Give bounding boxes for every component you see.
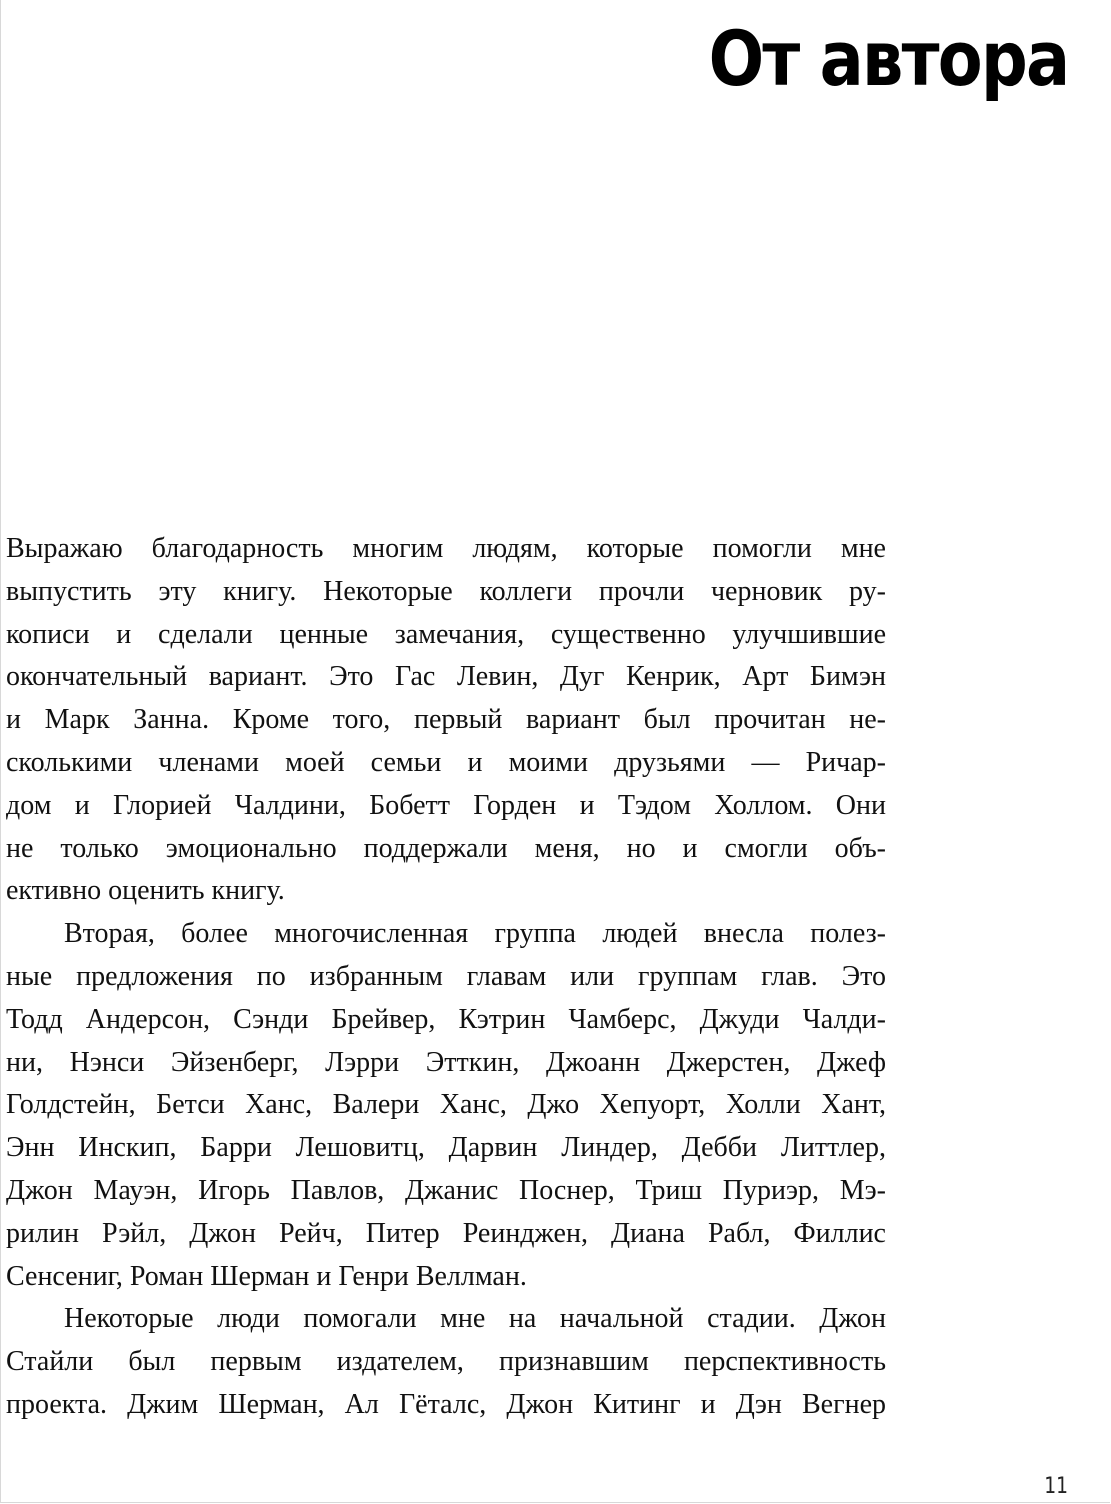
text-line: проекта. Джим Шерман, Ал Гёталс, Джон Китинг и Дэн Вегнер	[6, 1388, 886, 1420]
text-line: выпустить эту книгу. Некоторые коллеги прочли черновик ру-	[6, 575, 886, 607]
text-line: Стайли был первым издателем, признавшим перспективность	[6, 1346, 886, 1378]
text-line: Джон Мауэн, Игорь Павлов, Джанис Поснер, Триш Пуриэр, Мэ-	[6, 1174, 886, 1206]
text-line: Голдстейн, Бетси Ханс, Валери Ханс, Джо Хепуорт, Холли Хант,	[6, 1089, 886, 1121]
text-line: сколькими членами моей семьи и моими друзьями — Ричар-	[6, 746, 886, 778]
text-line: Тодд Андерсон, Сэнди Брейвер, Кэтрин Чамберс, Джуди Чалди-	[6, 1003, 886, 1035]
text-line: кописи и сделали ценные замечания, существенно улучшившие	[6, 618, 886, 650]
text-line: Некоторые люди помогали мне на начальной стадии. Джон	[64, 1303, 886, 1335]
text-line: ни, Нэнси Эйзенберг, Лэрри Этткин, Джоанн Джерстен, Джеф	[6, 1046, 886, 1078]
text-line: окончательный вариант. Это Гас Левин, Дуг Кенрик, Арт Бимэн	[6, 661, 886, 693]
chapter-title: От автора	[708, 14, 1068, 103]
text-line: не только эмоционально поддержали меня, но и смогли объ-	[6, 832, 886, 864]
text-line: Сенсениг, Роман Шерман и Генри Веллман.	[6, 1260, 527, 1292]
text-line: Энн Инскип, Барри Лешовитц, Дарвин Линдер, Дебби Литтлер,	[6, 1132, 886, 1164]
text-line: ные предложения по избранным главам или группам глав. Это	[6, 960, 886, 992]
text-line: Выражаю благодарность многим людям, которые помогли мне	[6, 533, 886, 564]
body-text	[6, 528, 886, 1427]
text-line: ективно оценить книгу.	[6, 875, 285, 907]
text-line: Вторая, более многочисленная группа людей внесла полез-	[64, 918, 886, 950]
text-line: и Марк Занна. Кроме того, первый вариант был прочитан не-	[6, 704, 886, 736]
page-number: 11	[1044, 1474, 1068, 1499]
text-line: дом и Глорией Чалдини, Бобетт Горден и Тэдом Холлом. Они	[6, 789, 886, 821]
text-line: рилин Рэйл, Джон Рейч, Питер Реинджен, Диана Рабл, Филлис	[6, 1217, 886, 1249]
